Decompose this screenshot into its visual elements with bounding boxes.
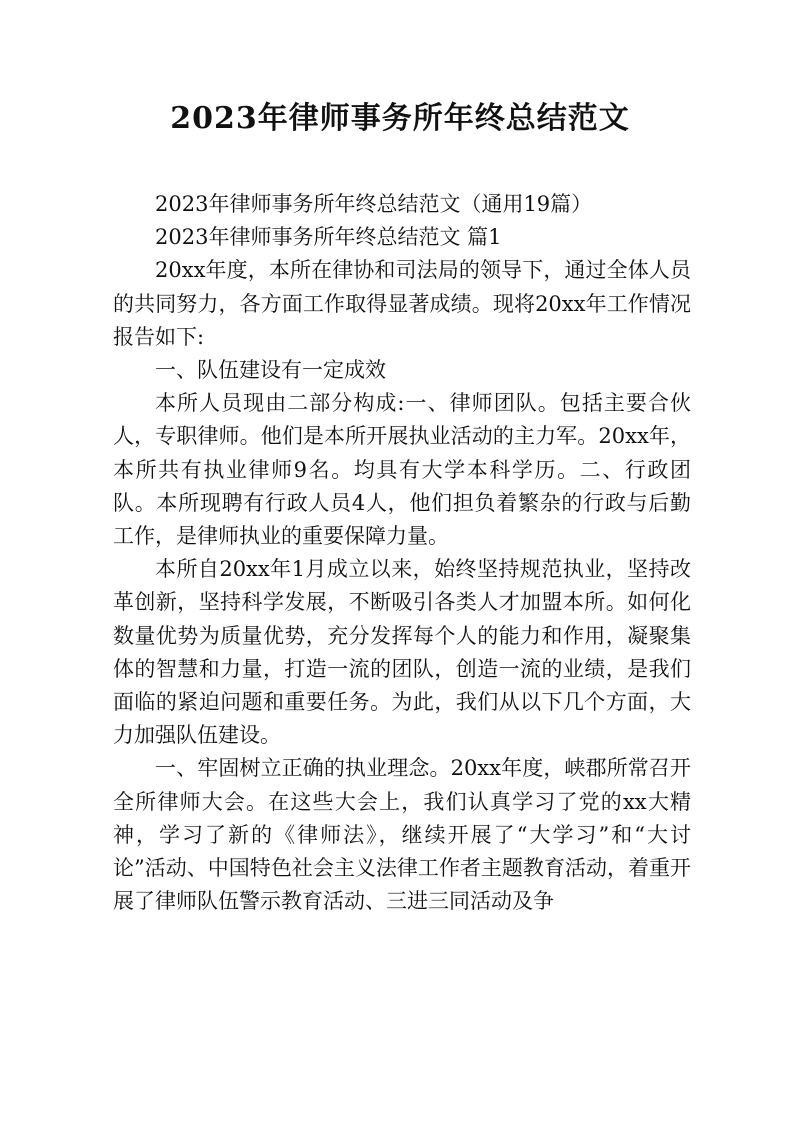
- paragraph-development: 本所自20xx年1月成立以来，始终坚持规范执业，坚持改革创新，坚持科学发展，不断吸引各类人才加盟本所。如何化数量优势为质量优势，充分发挥每个人的能力和作用，凝聚集体的智慧和力量，打造一流的团队，创造一流的业绩，是我们面临的紧迫问题和重要任务。为此，我们从以下几个方面，大力加强队伍建设。: [113, 557, 691, 748]
- paragraph-intro: 20xx年度，本所在律协和司法局的领导下，通过全体人员的共同努力，各方面工作取得显著成绩。现将20xx年工作情况报告如下:: [113, 258, 691, 349]
- paragraph-staff: 本所人员现由二部分构成:一、律师团队。包括主要合伙人，专职律师。他们是本所开展执业活动的主力军。20xx年，本所共有执业律师9名。均具有大学本科学历。二、行政团队。本所现聘有行政人员4人，他们担负着繁杂的行政与后勤工作，是律师执业的重要保障力量。: [113, 391, 691, 549]
- paragraph-philosophy: 一、牢固树立正确的执业理念。20xx年度，峡郡所常召开全所律师大会。在这些大会上，我们认真学习了党的xx大精神，学习了新的《律师法》，继续开展了“大学习”和“大讨论”活动、中国特色社会主义法律工作者主题教育活动，着重开展了律师队伍警示教育活动、三进三同活动及争: [113, 756, 691, 914]
- paragraph-section-heading: 2023年律师事务所年终总结范文 篇1: [155, 225, 502, 250]
- paragraph-heading-team: 一、队伍建设有一定成效: [155, 358, 386, 383]
- paragraph-subtitle: 2023年律师事务所年终总结范文（通用19篇）: [155, 192, 593, 216]
- document-title: 2023年律师事务所年终总结范文: [170, 101, 630, 136]
- document-body: [113, 188, 691, 918]
